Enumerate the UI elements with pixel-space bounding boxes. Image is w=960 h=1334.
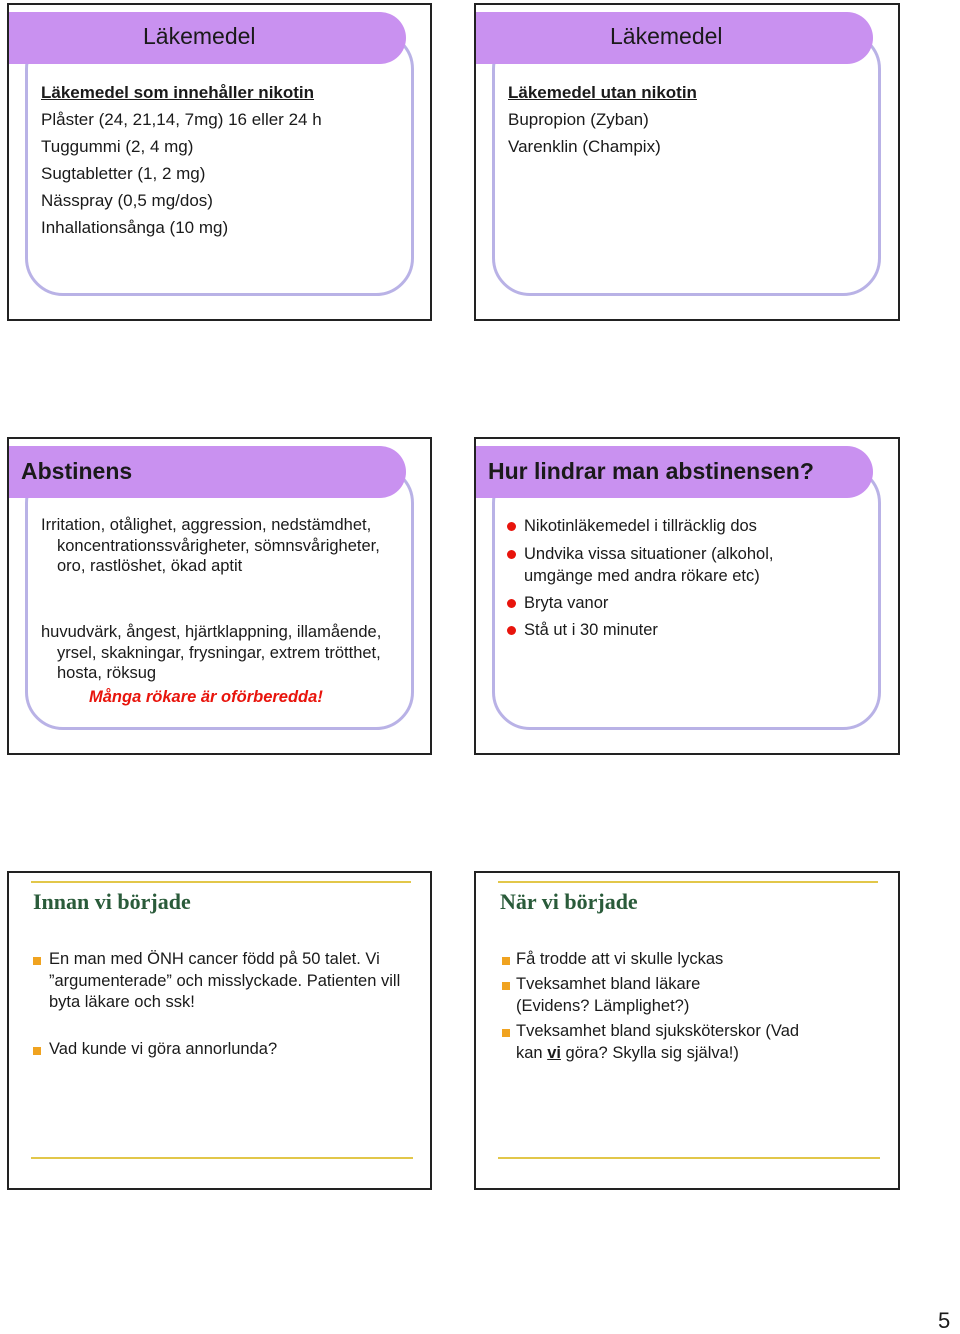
emphasis-text: Många rökare är oförberedda! [89,688,323,706]
slide-5 [7,871,432,1190]
bullet-icon [502,982,510,990]
section-heading: Läkemedel som innehåller nikotin [41,83,315,102]
bullet-icon [33,1047,41,1055]
symptom-paragraph: Irritation, otålighet, aggression, nedstämdhet, koncentrationssvårigheter, sömnsvårigheter, oro, rastlöshet, ökad aptit [41,516,380,575]
list-item: Stå ut i 30 minuter [524,621,658,639]
list-item: Få trodde att vi skulle lyckas [516,950,724,968]
list-item: Tveksamhet bland läkare (Evidens? Lämplighet?) [516,975,701,1015]
bullet-icon [507,550,516,559]
slide-4 [474,437,900,755]
list-item: Undvika vissa situationer (alkohol, umgänge med andra rökare etc) [524,545,774,585]
list-item: Bryta vanor [524,594,609,612]
list-item: Inhallationsånga (10 mg) [41,218,229,237]
section-heading: Läkemedel utan nikotin [508,83,697,102]
list-item-text: göra? Skylla sig själva!) [560,1043,739,1062]
list-item: Vad kunde vi göra annorlunda? [49,1040,278,1058]
top-rule [31,881,411,883]
list-item: Tuggummi (2, 4 mg) [41,137,194,156]
slide-title: Läkemedel [610,23,723,49]
slide-frame [492,31,881,296]
slide-title: Läkemedel [143,23,256,49]
slide-title: När vi började [500,889,638,914]
slide-title: Hur lindrar man abstinensen? [488,458,814,484]
bullet-icon [33,957,41,965]
bullet-icon [507,599,516,608]
list-item: En man med ÖNH cancer född på 50 talet. Vi ”argumenterade” och misslyckade. Patienten vill byta läkare och ssk! [49,950,401,1011]
bottom-rule [31,1157,413,1159]
bottom-rule [498,1157,880,1159]
underlined-word: vi [547,1043,561,1062]
bullet-icon [507,522,516,531]
list-item-text: Tveksamhet bland sjuksköterskor (Vad kan [516,1022,800,1062]
bullet-icon [507,626,516,635]
top-rule [498,881,878,883]
page-number: 5 [938,1308,951,1333]
slide-6 [474,871,900,1190]
slide-title: Abstinens [21,458,133,484]
list-item [516,1021,816,1064]
slide-title: Innan vi började [33,889,191,914]
list-item: Nässpray (0,5 mg/dos) [41,191,213,210]
list-item: Plåster (24, 21,14, 7mg) 16 eller 24 h [41,110,322,129]
list-item: Varenklin (Champix) [508,137,661,156]
list-item: Nikotinläkemedel i tillräcklig dos [524,517,757,535]
symptom-paragraph: huvudvärk, ångest, hjärtklappning, illamående, yrsel, skakningar, frysningar, extrem trötthet, hosta, röksug [41,623,382,682]
bullet-icon [502,957,510,965]
list-item: Bupropion (Zyban) [508,110,649,129]
list-item: Sugtabletter (1, 2 mg) [41,164,206,183]
slide-1 [7,3,432,321]
slide-3 [7,437,432,755]
bullet-icon [502,1029,510,1037]
slide-2 [474,3,900,321]
